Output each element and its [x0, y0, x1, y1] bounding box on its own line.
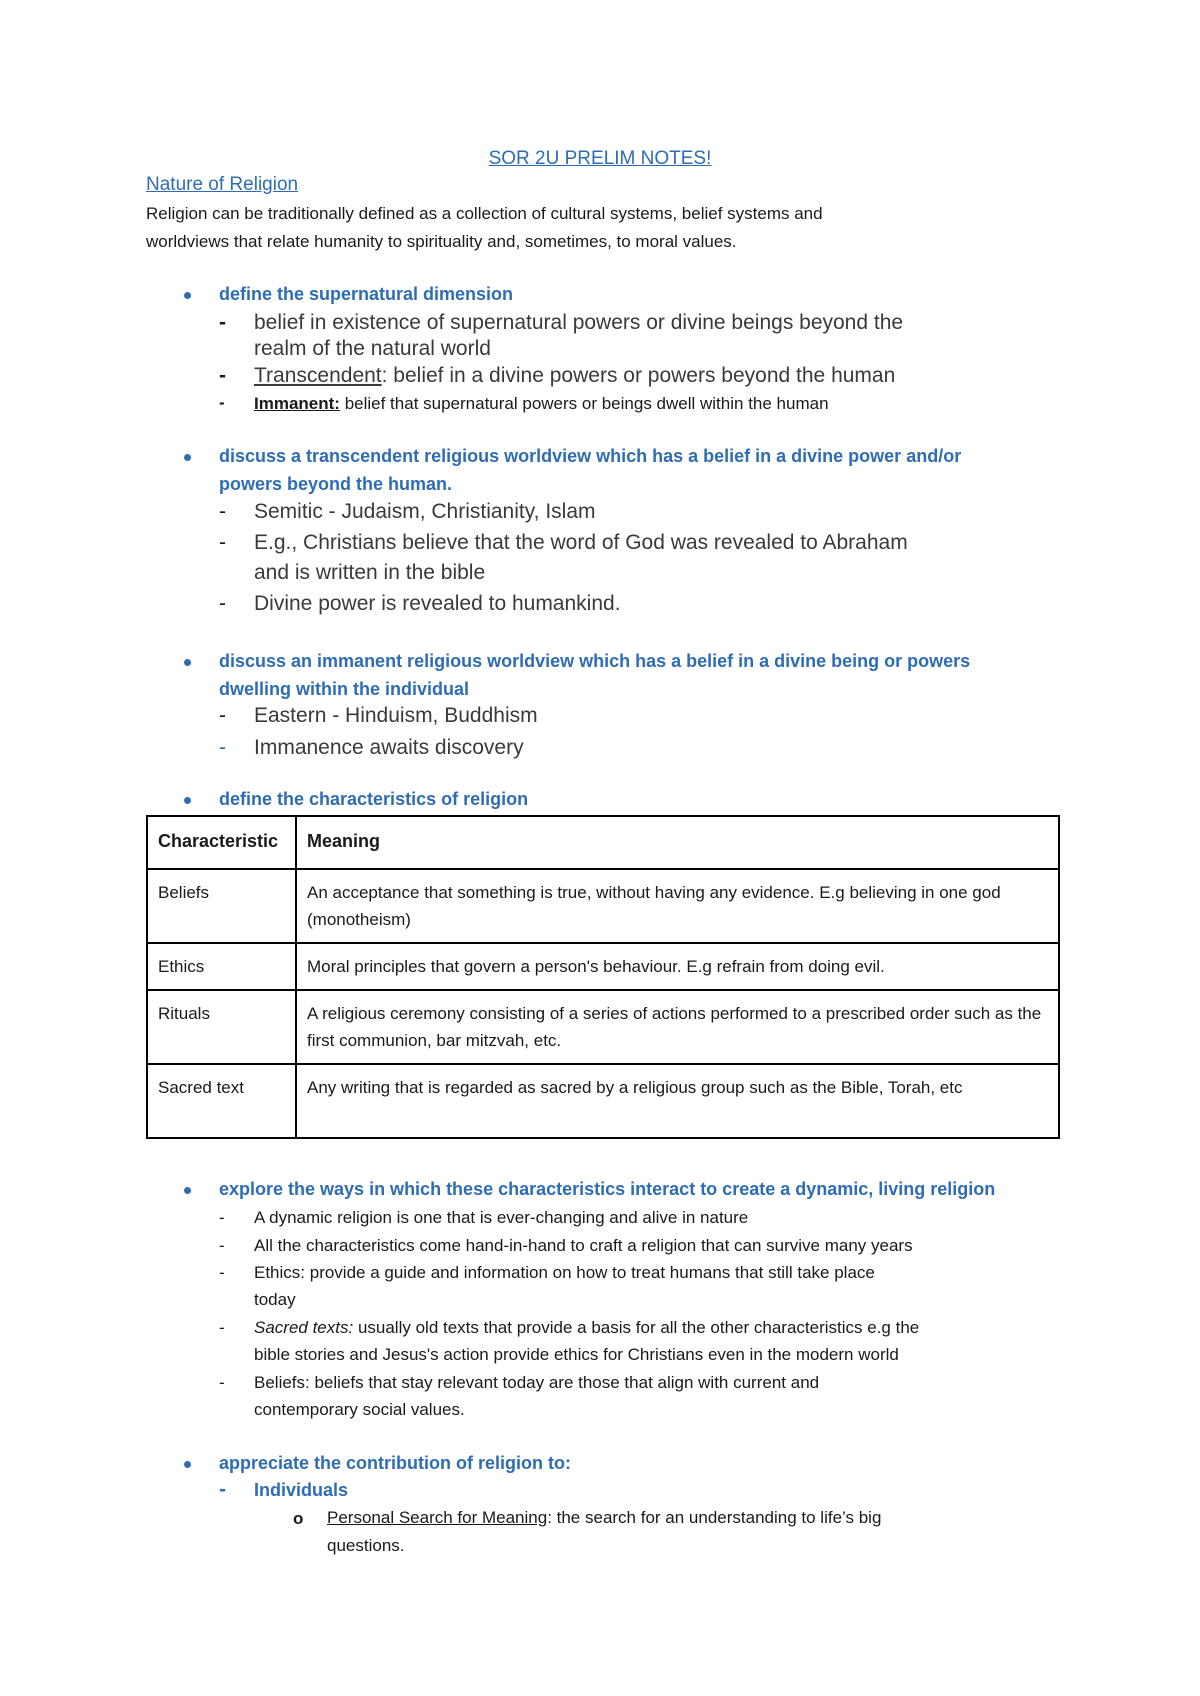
table-header-characteristic: Characteristic: [147, 816, 296, 869]
s5-item-2: All the characteristics come hand-in-hand to craft a religion that can survive many years: [254, 1236, 913, 1255]
s4-heading: define the characteristics of religion: [219, 789, 529, 809]
s6-subsub-line-2: questions.: [327, 1536, 405, 1555]
s2-item-3: Divine power is revealed to humankind.: [254, 592, 621, 615]
s2-item-2b: and is written in the bible: [254, 561, 486, 584]
s5-heading: explore the ways in which these characteristics interact to create a dynamic, living religion: [219, 1179, 996, 1199]
s1-item-2-rest: : belief in a divine powers or powers beyond the human: [381, 364, 896, 387]
bullet-icon: [184, 1461, 191, 1468]
dash-marker: -: [219, 704, 226, 727]
dash-marker: -: [219, 393, 225, 412]
s5-item-4-rest: usually old texts that provide a basis for all the other characteristics e.g the: [353, 1318, 920, 1337]
table-cell-characteristic: Sacred text: [147, 1064, 296, 1138]
dash-marker: -: [219, 1208, 225, 1227]
s1-item-3: [254, 394, 829, 414]
dash-marker: -: [219, 736, 226, 759]
s1-item-2-term: Transcendent: [254, 364, 382, 387]
dash-marker: -: [219, 1373, 225, 1392]
s6-sub-individuals: Individuals: [254, 1480, 349, 1500]
s1-heading: define the supernatural dimension: [219, 284, 514, 304]
s2-item-1: Semitic - Judaism, Christianity, Islam: [254, 500, 596, 523]
s1-item-3-term: Immanent:: [254, 394, 340, 413]
dash-marker: -: [219, 592, 226, 615]
table-cell-characteristic: Ethics: [147, 943, 296, 990]
s5-item-5b: contemporary social values.: [254, 1400, 465, 1419]
table-header-meaning: Meaning: [296, 816, 1059, 869]
s5-item-5a: Beliefs: beliefs that stay relevant today are those that align with current and: [254, 1373, 820, 1392]
s6-subsub-rest: : the search for an understanding to life’s big: [547, 1508, 882, 1527]
s1-item-3-rest: belief that supernatural powers or beings dwell within the human: [339, 394, 829, 413]
s6-subsub-term: Personal Search for Meaning: [327, 1508, 548, 1527]
s6-heading: appreciate the contribution of religion to:: [219, 1453, 572, 1473]
dash-marker: -: [219, 531, 226, 554]
characteristics-table: [146, 815, 1060, 1139]
table-cell-meaning: Any writing that is regarded as sacred by a religious group such as the Bible, Torah, etc: [296, 1064, 1059, 1138]
dash-marker: -: [219, 1236, 225, 1255]
bullet-icon: [184, 454, 191, 461]
section-heading: Nature of Religion: [146, 174, 299, 195]
s3-heading-b: dwelling within the individual: [219, 679, 469, 699]
table-header-row: [147, 816, 1059, 869]
dash-marker: -: [219, 364, 226, 387]
s5-item-4b: bible stories and Jesus's action provide ethics for Christians even in the modern world: [254, 1345, 899, 1364]
s5-item-3a: Ethics: provide a guide and information on how to treat humans that still take place: [254, 1263, 875, 1282]
s6-subsub-line-1: [327, 1508, 881, 1528]
s5-item-4: [254, 1318, 919, 1338]
bullet-icon: [184, 1187, 191, 1194]
s2-item-2a: E.g., Christians believe that the word of God was revealed to Abraham: [254, 531, 908, 554]
s1-item-1b: realm of the natural world: [254, 337, 491, 360]
intro-line-1: Religion can be traditionally defined as a collection of cultural systems, belief systems and: [146, 204, 823, 223]
document-title: SOR 2U PRELIM NOTES!: [488, 148, 712, 169]
table-cell-meaning: A religious ceremony consisting of a series of actions performed to a prescribed order such as the first communion, bar mitzvah, etc.: [296, 990, 1059, 1064]
s1-item-1a: belief in existence of supernatural powers or divine beings beyond the: [254, 311, 904, 334]
table-row: [147, 990, 1059, 1064]
table-cell-meaning: An acceptance that something is true, without having any evidence. E.g believing in one god (monotheism): [296, 869, 1059, 943]
table-cell-meaning: Moral principles that govern a person's behaviour. E.g refrain from doing evil.: [296, 943, 1059, 990]
dash-marker: -: [219, 1318, 225, 1337]
bullet-icon: [184, 659, 191, 666]
bullet-icon: [184, 797, 191, 804]
s5-item-3b: today: [254, 1290, 296, 1309]
intro-line-2: worldviews that relate humanity to spirituality and, sometimes, to moral values.: [146, 232, 737, 251]
s3-item-2: Immanence awaits discovery: [254, 736, 524, 759]
s5-item-4-term: Sacred texts:: [254, 1318, 354, 1337]
table-cell-characteristic: Beliefs: [147, 869, 296, 943]
dash-marker: -: [219, 1263, 225, 1282]
dash-marker: -: [219, 1478, 226, 1501]
s2-heading-a: discuss a transcendent religious worldview which has a belief in a divine power and/or: [219, 446, 962, 466]
circle-bullet-icon: o: [293, 1509, 304, 1528]
dash-marker: -: [219, 311, 226, 334]
s3-item-1: Eastern - Hinduism, Buddhism: [254, 704, 538, 727]
s3-heading-a: discuss an immanent religious worldview which has a belief in a divine being or powers: [219, 651, 971, 671]
s2-heading-b: powers beyond the human.: [219, 474, 453, 494]
table-row: [147, 869, 1059, 943]
table-row: [147, 1064, 1059, 1138]
s1-item-2: [254, 364, 895, 388]
s5-item-1: A dynamic religion is one that is ever-changing and alive in nature: [254, 1208, 749, 1227]
table-row: [147, 943, 1059, 990]
bullet-icon: [184, 292, 191, 299]
table-cell-characteristic: Rituals: [147, 990, 296, 1064]
dash-marker: -: [219, 500, 226, 523]
